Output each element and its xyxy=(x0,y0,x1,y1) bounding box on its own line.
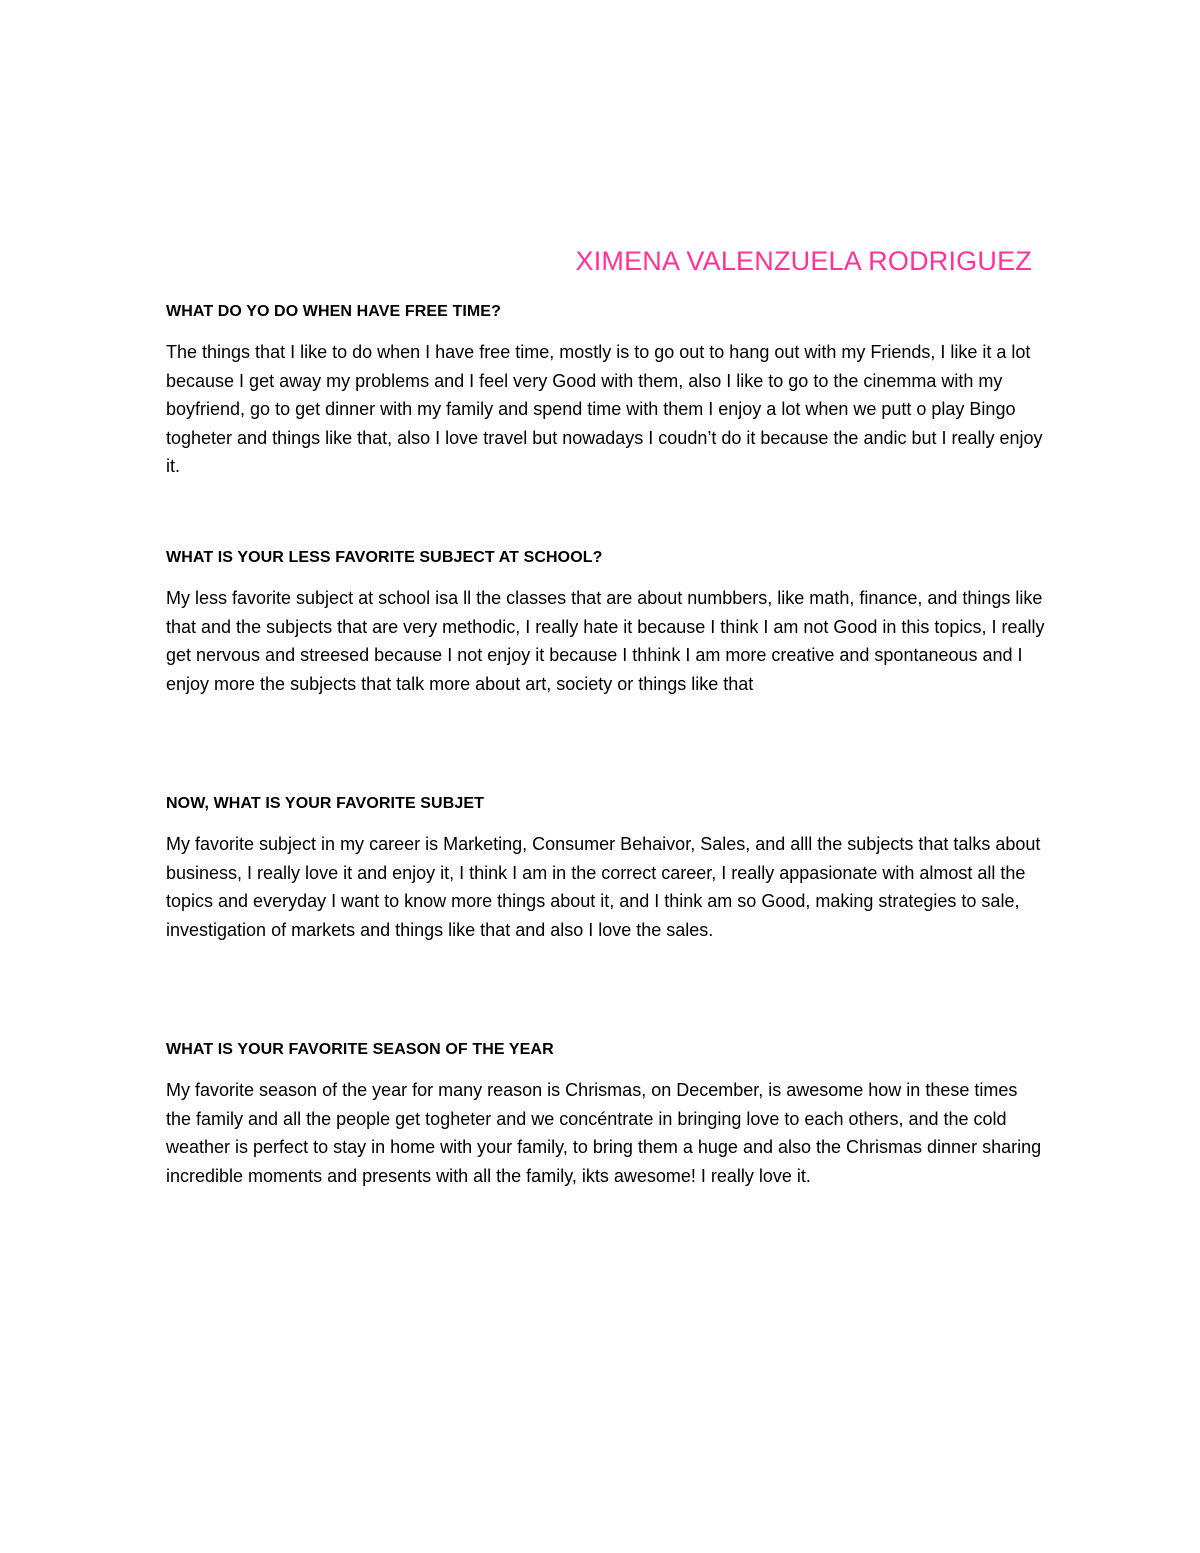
section-less-favorite-subject xyxy=(166,548,1046,698)
section-free-time xyxy=(166,302,1046,481)
answer-paragraph: My favorite season of the year for many reason is Chrismas, on December, is awesome how in these times the family and all the people get togheter and we concéntrate in bringing love to each others, and the cold weather is perfect to stay in home with your family, to bring them a huge and also the Chrismas dinner sharing incredible moments and presents with all the family, ikts awesome! I really love it. xyxy=(166,1080,1042,1186)
answer-paragraph: The things that I like to do when I have free time, mostly is to go out to hang out with my Friends, I like it a lot because I get away my problems and I feel very Good with them, also I like to go to the cinemma with my boyfriend, go to get dinner with my family and spend time with them I enjoy a lot when we putt o play Bingo togheter and things like that, also I love travel but nowadays I coudn’t do it because the andic but I really enjoy it. xyxy=(166,342,1043,477)
author-name: XIMENA VALENZUELA RODRIGUEZ xyxy=(575,246,1032,276)
answer-paragraph: My favorite subject in my career is Marketing, Consumer Behaivor, Sales, and alll the subjects that talks about business, I really love it and enjoy it, I think I am in the correct career, I really appasionate with almost all the topics and everyday I want to know more things about it, and I think am so Good, making strategies to sale, investigation of markets and things like that and also I love the sales. xyxy=(166,834,1041,940)
section-favorite-season xyxy=(166,1040,1046,1190)
question-heading: WHAT IS YOUR LESS FAVORITE SUBJECT AT SCHOOL? xyxy=(166,549,603,566)
section-favorite-subject xyxy=(166,794,1046,944)
question-heading: WHAT DO YO DO WHEN HAVE FREE TIME? xyxy=(166,303,501,320)
answer-paragraph: My less favorite subject at school isa ll the classes that are about numbbers, like math, finance, and things like that and the subjects that are very methodic, I really hate it because I think I am not Good in this topics, I really get nervous and streesed because I not enjoy it because I thhink I am more creative and spontaneous and I enjoy more the subjects that talk more about art, society or things like that xyxy=(166,588,1045,694)
question-heading: NOW, WHAT IS YOUR FAVORITE SUBJET xyxy=(166,795,484,812)
question-heading: WHAT IS YOUR FAVORITE SEASON OF THE YEAR xyxy=(166,1041,554,1058)
